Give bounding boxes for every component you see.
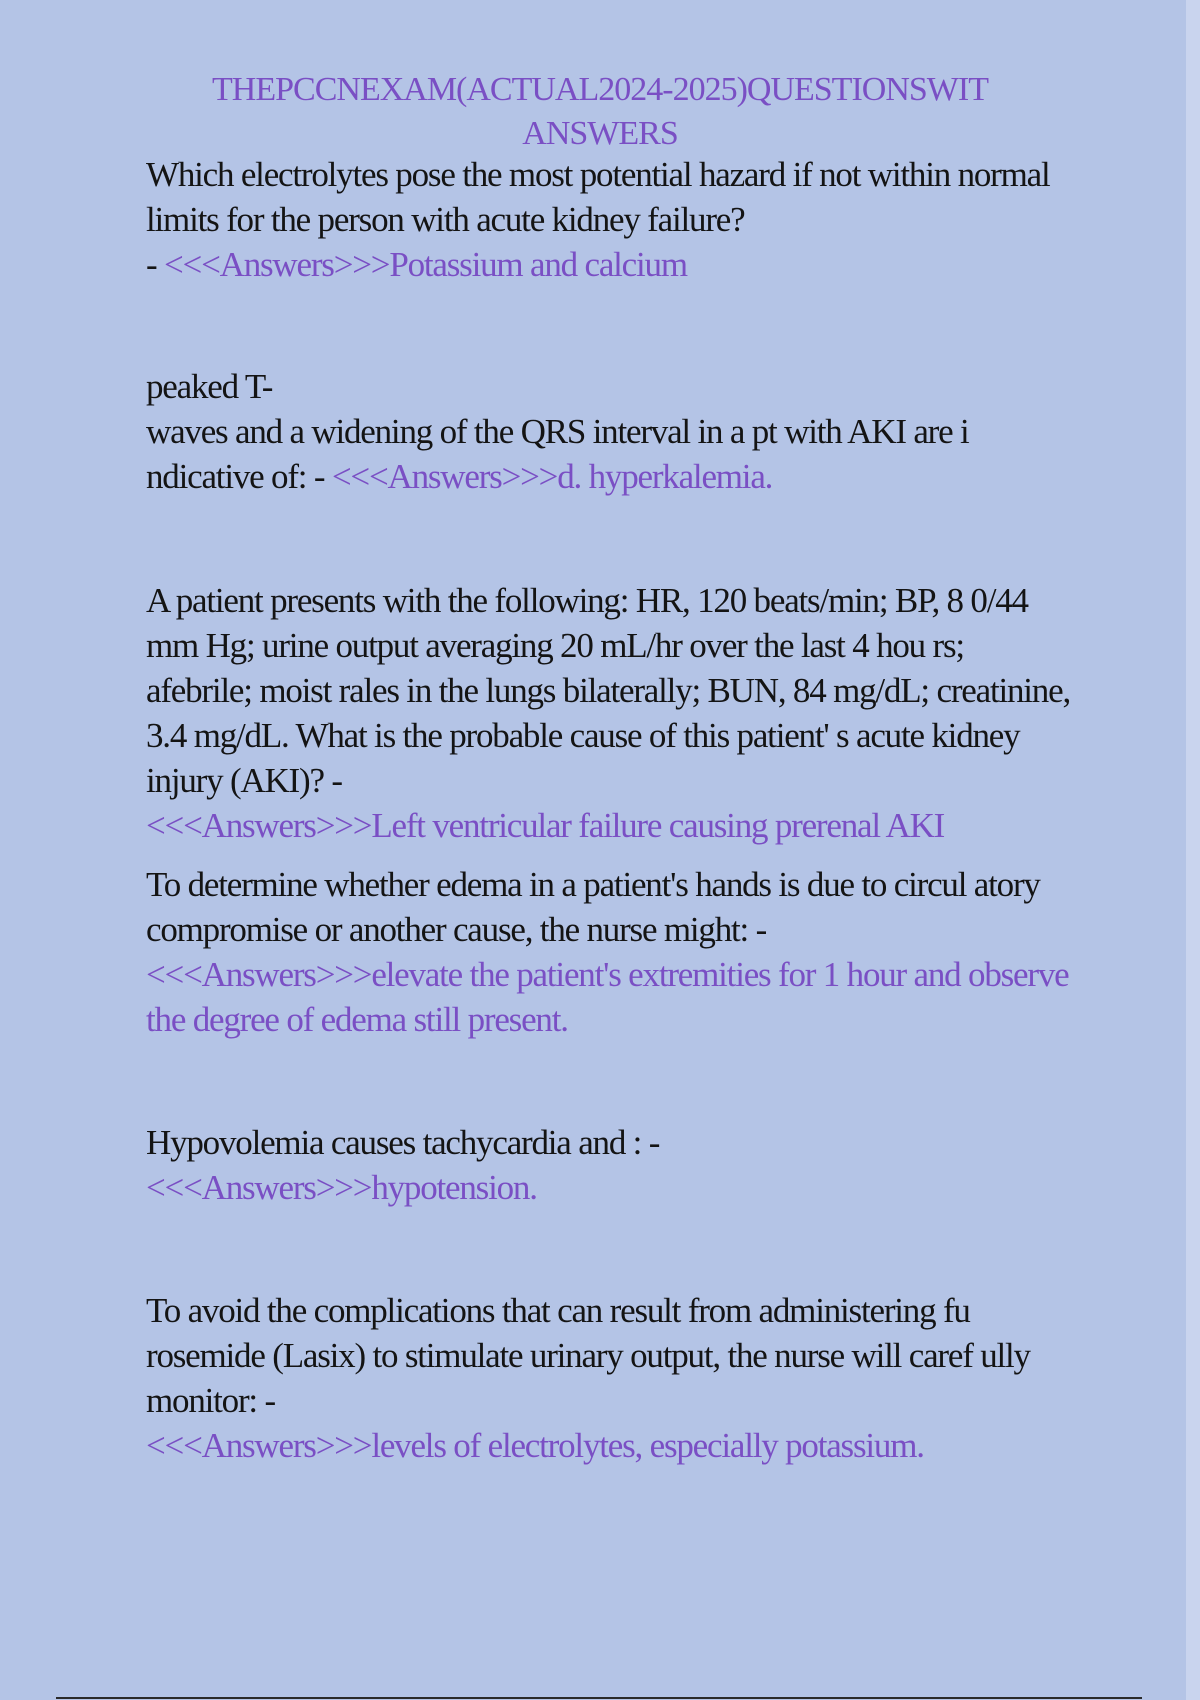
qa-item-6 <box>146 1288 1070 1468</box>
question-5: Hypovolemia causes tachycardia and : - <box>146 1123 660 1162</box>
qa-item-5 <box>146 1120 1070 1210</box>
question-2: peaked T- waves and a widening of the QRS interval in a pt with AKI are i ndicative of: - <box>146 367 969 496</box>
document-title <box>150 68 1050 156</box>
qa-item-1 <box>146 152 1070 287</box>
answer-2: <<<Answers>>>d. hyperkalemia. <box>331 457 773 496</box>
question-2-block <box>146 364 1070 499</box>
footer-rule <box>56 1697 1142 1699</box>
title-line-2: ANSWERS <box>522 115 678 152</box>
answer-1: <<<Answers>>>Potassium and calcium <box>164 245 687 284</box>
answer-3: <<<Answers>>>Left ventricular failure causing prerenal AKI <box>146 806 945 845</box>
question-6: To avoid the complications that can result from administering fu rosemide (Lasix) to stimulate urinary output, the nurse will caref ully monitor: - <box>146 1291 1030 1420</box>
question-3: A patient presents with the following: HR, 120 beats/min; BP, 8 0/44 mm Hg; urine output averaging 20 mL/hr over the last 4 hou rs; afebrile; moist rales in the lungs bilaterally; BUN, 84 mg/dL; creatinine, 3.4 mg/dL. What is the probable cause of this patient' s acute kidney injury (AKI)? - <box>146 581 1070 800</box>
answer-1-line <box>146 242 1070 287</box>
title-line-1: THEPCCNEXAM(ACTUAL2024-2025)QUESTIONSWIT <box>212 71 988 108</box>
page-edge <box>1186 0 1200 1700</box>
qa-item-2 <box>146 364 1070 499</box>
answer-4: <<<Answers>>>elevate the patient's extremities for 1 hour and observe the degree of edema still present. <box>146 955 1069 1039</box>
answer-6: <<<Answers>>>levels of electrolytes, especially potassium. <box>146 1426 924 1465</box>
question-4: To determine whether edema in a patient's hands is due to circul atory compromise or another cause, the nurse might: - <box>146 865 1040 949</box>
answer-5: <<<Answers>>>hypotension. <box>146 1168 537 1207</box>
answer-1-dash: - <box>146 245 165 284</box>
question-1: Which electrolytes pose the most potential hazard if not within normal limits for the person with acute kidney failure? <box>146 155 1050 239</box>
qa-item-4 <box>146 862 1070 1042</box>
qa-item-3 <box>146 578 1070 848</box>
